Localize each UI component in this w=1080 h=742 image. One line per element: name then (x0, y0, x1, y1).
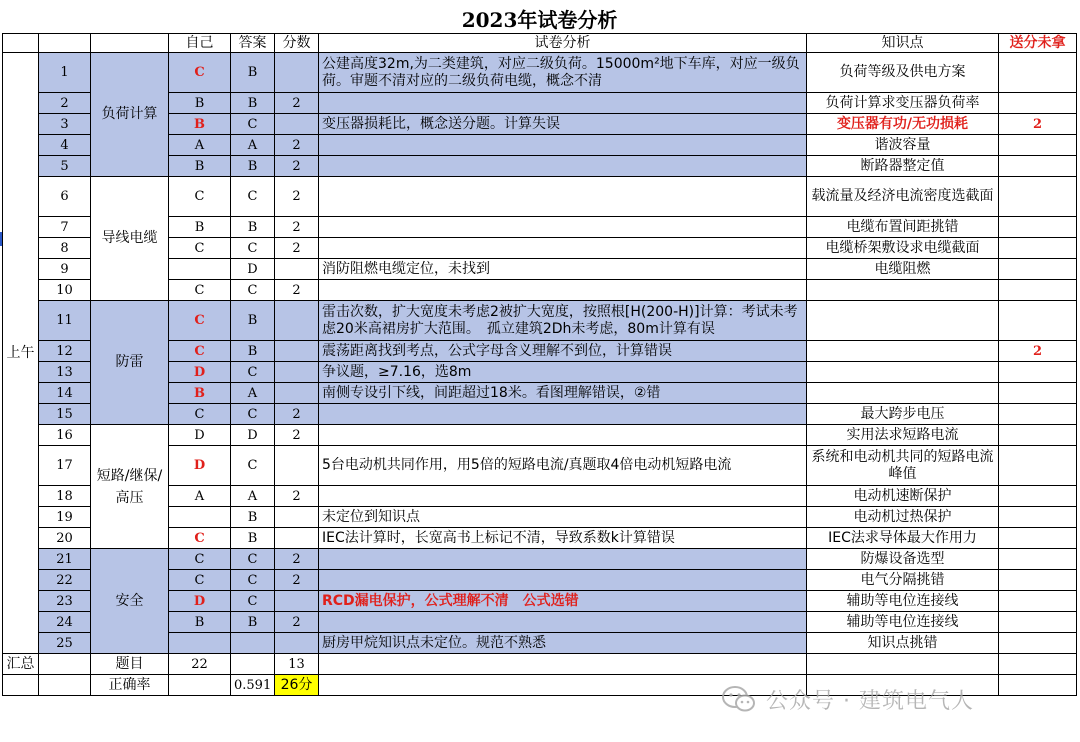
header-row (3, 34, 1077, 53)
missed-points (999, 446, 1077, 486)
missed-points (999, 612, 1077, 633)
table-row (3, 53, 1077, 93)
analysis-text (319, 549, 807, 570)
question-number: 25 (39, 633, 91, 654)
score: 2 (275, 177, 319, 217)
question-number: 3 (39, 114, 91, 135)
accuracy-row (3, 675, 1077, 696)
analysis-text (319, 570, 807, 591)
question-number: 23 (39, 591, 91, 612)
score (275, 114, 319, 135)
score: 2 (275, 93, 319, 114)
analysis-text: 震荡距离找到考点，公式字母含义理解不到位，计算错误 (319, 341, 807, 362)
header-knowledge: 知识点 (807, 34, 999, 53)
question-number: 7 (39, 217, 91, 238)
analysis-text: 争议题，≥7.16，选8m (319, 362, 807, 383)
self-answer: B (169, 114, 231, 135)
missed-points (999, 177, 1077, 217)
score (275, 528, 319, 549)
analysis-text (319, 217, 807, 238)
question-number: 20 (39, 528, 91, 549)
analysis-text: 公建高度32m,为二类建筑，对应二级负荷。15000m²地下车库，对应一级负荷。审题不清对应的二级负荷电缆，概念不清 (319, 53, 807, 93)
score: 2 (275, 280, 319, 301)
missed-points: 2 (999, 341, 1077, 362)
category-cell: 短路/继保/高压 (91, 425, 169, 549)
header-score: 分数 (275, 34, 319, 53)
category-cell: 防雷 (91, 301, 169, 425)
summary-blank (999, 654, 1077, 675)
knowledge-point (807, 301, 999, 341)
analysis-text: 5台电动机共同作用，用5倍的短路电流/真题取4倍电动机短路电流 (319, 446, 807, 486)
score: 2 (275, 217, 319, 238)
summary-blank (319, 654, 807, 675)
correct-answer: B (231, 301, 275, 341)
missed-points (999, 156, 1077, 177)
missed-points (999, 486, 1077, 507)
missed-points (999, 53, 1077, 93)
score: 2 (275, 549, 319, 570)
summary-blank (807, 675, 999, 696)
correct-answer: D (231, 425, 275, 446)
questions-label: 题目 (91, 654, 169, 675)
question-number: 13 (39, 362, 91, 383)
missed-points (999, 425, 1077, 446)
self-answer: B (169, 93, 231, 114)
missed-points (999, 570, 1077, 591)
question-number: 15 (39, 404, 91, 425)
missed-points (999, 507, 1077, 528)
header-blank-2 (39, 34, 91, 53)
score (275, 507, 319, 528)
question-number: 17 (39, 446, 91, 486)
header-analysis: 试卷分析 (319, 34, 807, 53)
correct-answer: B (231, 612, 275, 633)
question-number: 10 (39, 280, 91, 301)
knowledge-point: 电缆阻燃 (807, 259, 999, 280)
self-answer: C (169, 301, 231, 341)
knowledge-point: 辅助等电位连接线 (807, 612, 999, 633)
correct-answer: C (231, 362, 275, 383)
score: 2 (275, 238, 319, 259)
self-answer: C (169, 570, 231, 591)
score (275, 633, 319, 654)
analysis-text (319, 135, 807, 156)
self-answer: C (169, 280, 231, 301)
missed-points (999, 591, 1077, 612)
correct-answer: B (231, 53, 275, 93)
correct-answer: C (231, 280, 275, 301)
score-total: 13 (275, 654, 319, 675)
knowledge-point: 防爆设备选型 (807, 549, 999, 570)
sheet-title: 2023年试卷分析 (461, 7, 618, 32)
analysis-text (319, 280, 807, 301)
knowledge-point: 电缆布置间距挑错 (807, 217, 999, 238)
score: 2 (275, 404, 319, 425)
missed-points (999, 528, 1077, 549)
self-answer: B (169, 217, 231, 238)
category-cell: 导线电缆 (91, 177, 169, 301)
knowledge-point: 辅助等电位连接线 (807, 591, 999, 612)
score (275, 341, 319, 362)
correct-answer: B (231, 341, 275, 362)
self-answer (169, 259, 231, 280)
knowledge-point: 谐波容量 (807, 135, 999, 156)
summary-blank (231, 654, 275, 675)
self-answer: D (169, 425, 231, 446)
header-missed: 送分未拿 (999, 34, 1077, 53)
self-answer: C (169, 549, 231, 570)
header-blank-1 (3, 34, 39, 53)
summary-blank (39, 654, 91, 675)
correct-answer: B (231, 528, 275, 549)
correct-answer: C (231, 238, 275, 259)
analysis-text (319, 404, 807, 425)
knowledge-point: 断路器整定值 (807, 156, 999, 177)
correct-answer: C (231, 446, 275, 486)
missed-points (999, 93, 1077, 114)
analysis-text: RCD漏电保护，公式理解不清 公式选错 (319, 591, 807, 612)
self-answer: A (169, 135, 231, 156)
correct-answer: C (231, 591, 275, 612)
question-number: 5 (39, 156, 91, 177)
correct-answer: B (231, 156, 275, 177)
analysis-text: 南侧专设引下线，间距超过18米。看图理解错误，②错 (319, 383, 807, 404)
analysis-text: 雷击次数，扩大宽度未考虑2被扩大宽度，按照根[H(200-H)]计算：考试未考虑20米高裙房扩大范围。 孤立建筑2Dh未考虑，80m计算有误 (319, 301, 807, 341)
self-answer: C (169, 53, 231, 93)
correct-answer: A (231, 486, 275, 507)
analysis-table (2, 7, 1077, 696)
header-answer: 答案 (231, 34, 275, 53)
knowledge-point: 电气分隔挑错 (807, 570, 999, 591)
analysis-text: 消防阻燃电缆定位，未找到 (319, 259, 807, 280)
knowledge-point: 负荷计算求变压器负荷率 (807, 93, 999, 114)
question-number: 18 (39, 486, 91, 507)
knowledge-point (807, 280, 999, 301)
missed-points (999, 404, 1077, 425)
correct-answer: C (231, 570, 275, 591)
knowledge-point: 负荷等级及供电方案 (807, 53, 999, 93)
correct-answer: A (231, 383, 275, 404)
self-answer: C (169, 341, 231, 362)
self-answer: D (169, 362, 231, 383)
score: 2 (275, 486, 319, 507)
correct-answer: C (231, 114, 275, 135)
missed-points (999, 259, 1077, 280)
question-number: 9 (39, 259, 91, 280)
self-answer: D (169, 446, 231, 486)
analysis-text (319, 177, 807, 217)
correct-answer: C (231, 404, 275, 425)
accuracy-label: 正确率 (91, 675, 169, 696)
score: 2 (275, 612, 319, 633)
accuracy-value: 0.591 (231, 675, 275, 696)
self-answer: B (169, 612, 231, 633)
missed-points (999, 383, 1077, 404)
score: 2 (275, 570, 319, 591)
summary-blank (169, 675, 231, 696)
summary-blank (319, 675, 807, 696)
analysis-text (319, 425, 807, 446)
analysis-text: IEC法计算时，长宽高书上标记不清，导致系数k计算错误 (319, 528, 807, 549)
table-row (3, 301, 1077, 341)
knowledge-point: 电动机过热保护 (807, 507, 999, 528)
knowledge-point: IEC法求导体最大作用力 (807, 528, 999, 549)
summary-row (3, 654, 1077, 675)
summary-label: 汇总 (3, 654, 39, 675)
question-number: 4 (39, 135, 91, 156)
knowledge-point: 载流量及经济电流密度选截面 (807, 177, 999, 217)
score (275, 591, 319, 612)
row-selection-marker (0, 232, 2, 246)
analysis-text (319, 612, 807, 633)
knowledge-point (807, 362, 999, 383)
category-cell: 负荷计算 (91, 53, 169, 177)
summary-blank (999, 675, 1077, 696)
question-number: 2 (39, 93, 91, 114)
question-number: 11 (39, 301, 91, 341)
score (275, 259, 319, 280)
question-number: 19 (39, 507, 91, 528)
self-answer: C (169, 528, 231, 549)
question-number: 8 (39, 238, 91, 259)
self-answer: C (169, 404, 231, 425)
missed-points (999, 301, 1077, 341)
score (275, 301, 319, 341)
question-number: 24 (39, 612, 91, 633)
knowledge-point: 最大跨步电压 (807, 404, 999, 425)
question-number: 14 (39, 383, 91, 404)
knowledge-point: 变压器有功/无功损耗 (807, 114, 999, 135)
self-answer: D (169, 591, 231, 612)
correct-answer: B (231, 217, 275, 238)
knowledge-point: 系统和电动机共同的短路电流峰值 (807, 446, 999, 486)
summary-blank (3, 675, 39, 696)
knowledge-point: 电动机速断保护 (807, 486, 999, 507)
missed-points (999, 362, 1077, 383)
score: 2 (275, 156, 319, 177)
self-answer (169, 507, 231, 528)
session-label: 上午 (3, 53, 39, 654)
missed-points (999, 238, 1077, 259)
table-row (3, 549, 1077, 570)
self-answer: B (169, 383, 231, 404)
question-number: 1 (39, 53, 91, 93)
missed-points (999, 280, 1077, 301)
score (275, 446, 319, 486)
knowledge-point (807, 341, 999, 362)
header-self: 自己 (169, 34, 231, 53)
score: 2 (275, 135, 319, 156)
correct-answer: B (231, 93, 275, 114)
question-number: 16 (39, 425, 91, 446)
score (275, 362, 319, 383)
watermark-text: 公众号 · 建筑电气人 (766, 688, 974, 714)
question-number: 22 (39, 570, 91, 591)
correct-answer: D (231, 259, 275, 280)
questions-count: 22 (169, 654, 231, 675)
analysis-text: 厨房甲烷知识点未定位。规范不熟悉 (319, 633, 807, 654)
missed-points (999, 217, 1077, 238)
correct-answer: C (231, 549, 275, 570)
score-points: 26分 (275, 675, 319, 696)
analysis-text: 未定位到知识点 (319, 507, 807, 528)
score (275, 383, 319, 404)
analysis-text (319, 238, 807, 259)
summary-blank (807, 654, 999, 675)
category-cell: 安全 (91, 549, 169, 654)
question-number: 12 (39, 341, 91, 362)
knowledge-point (807, 383, 999, 404)
analysis-text (319, 156, 807, 177)
knowledge-point: 实用法求短路电流 (807, 425, 999, 446)
score (275, 53, 319, 93)
analysis-text: 变压器损耗比，概念送分题。计算失误 (319, 114, 807, 135)
correct-answer: B (231, 507, 275, 528)
self-answer (169, 633, 231, 654)
self-answer: A (169, 486, 231, 507)
analysis-text (319, 93, 807, 114)
self-answer: C (169, 177, 231, 217)
header-blank-3 (91, 34, 169, 53)
score: 2 (275, 425, 319, 446)
missed-points: 2 (999, 114, 1077, 135)
correct-answer: C (231, 177, 275, 217)
knowledge-point: 知识点挑错 (807, 633, 999, 654)
missed-points (999, 549, 1077, 570)
knowledge-point: 电缆桥架敷设求电缆截面 (807, 238, 999, 259)
table-row (3, 177, 1077, 217)
table-row (3, 425, 1077, 446)
question-number: 21 (39, 549, 91, 570)
self-answer: C (169, 238, 231, 259)
analysis-text (319, 486, 807, 507)
correct-answer (231, 633, 275, 654)
self-answer: B (169, 156, 231, 177)
question-number: 6 (39, 177, 91, 217)
missed-points (999, 633, 1077, 654)
summary-blank (39, 675, 91, 696)
missed-points (999, 135, 1077, 156)
correct-answer: A (231, 135, 275, 156)
